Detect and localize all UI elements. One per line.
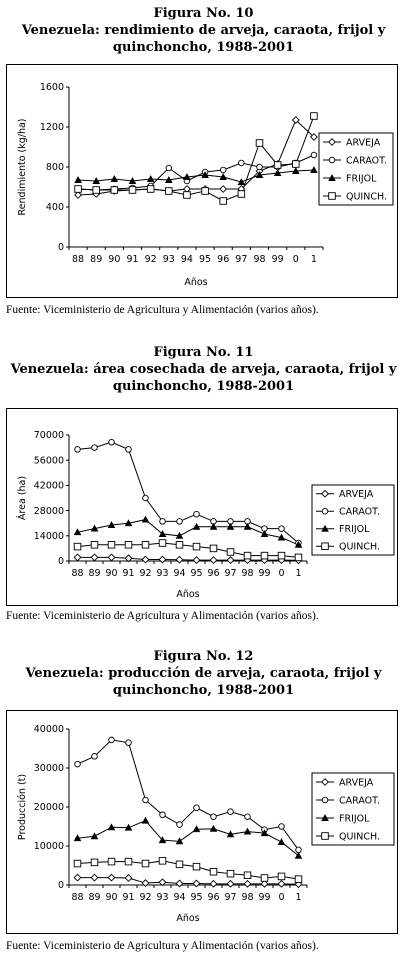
fig12-x-tick-label: 98 bbox=[241, 892, 254, 903]
fig10-x-tick-label: 95 bbox=[199, 254, 212, 265]
fig11-point-caraot bbox=[143, 495, 149, 501]
fig12-x-tick-label: 1 bbox=[295, 892, 302, 903]
fig11-point-frijol bbox=[261, 531, 268, 537]
fig10-point-caraot bbox=[220, 167, 226, 173]
fig12-point-arveja bbox=[74, 874, 81, 881]
fig10-legend-label-caraot: CARAOT. bbox=[346, 155, 387, 167]
fig12-point-arveja bbox=[108, 874, 115, 881]
fig11-x-tick-label: 95 bbox=[190, 568, 203, 579]
fig10-point-quinch bbox=[75, 186, 82, 193]
fig10-x-tick-label: 92 bbox=[144, 254, 157, 265]
fig10-x-tick-label: 96 bbox=[217, 254, 230, 265]
figure-12-title: Figura No. 12 bbox=[153, 649, 254, 664]
fig10-y-tick-label: 1600 bbox=[39, 82, 64, 94]
fig10-point-frijol bbox=[111, 176, 118, 182]
fig10-point-quinch bbox=[202, 188, 209, 195]
fig12-y-tick-label: 20000 bbox=[33, 802, 64, 814]
fig10-point-quinch bbox=[238, 191, 245, 198]
fig12-point-arveja bbox=[244, 881, 251, 888]
fig11-x-tick-label: 99 bbox=[258, 568, 271, 579]
fig11-x-tick-label: 88 bbox=[71, 568, 84, 579]
fig10-point-quinch bbox=[274, 162, 281, 169]
fig12-point-quinch bbox=[227, 870, 234, 877]
fig10-series-line-arveja bbox=[78, 120, 314, 195]
fig10-x-tick-label: 91 bbox=[126, 254, 139, 265]
fig11-y-axis-label: Área (ha) bbox=[17, 475, 28, 521]
fig10-y-axis-label: Rendimiento (kg/ha) bbox=[17, 118, 28, 216]
figure-12-heading bbox=[0, 648, 407, 699]
fig11-point-caraot bbox=[177, 519, 183, 525]
fig11-x-tick-label: 96 bbox=[207, 568, 220, 579]
fig12-legend-label-quinch: QUINCH. bbox=[339, 831, 380, 843]
fig10-point-quinch bbox=[165, 188, 172, 195]
fig12-x-tick-label: 96 bbox=[207, 892, 220, 903]
fig12-point-quinch bbox=[278, 873, 285, 880]
fig10-legend-label-quinch: QUINCH. bbox=[346, 191, 387, 203]
fig10-point-quinch bbox=[292, 161, 299, 168]
figure-11-chart-box bbox=[6, 408, 398, 606]
fig12-point-quinch bbox=[159, 858, 166, 865]
fig11-x-axis-label: Años bbox=[176, 589, 200, 600]
fig11-legend-label-frijol: FRIJOL bbox=[339, 524, 370, 536]
fig11-y-tick-label: 28000 bbox=[33, 505, 64, 517]
fig11-point-caraot bbox=[109, 439, 115, 445]
fig12-point-caraot bbox=[245, 814, 251, 820]
fig12-x-tick-label: 0 bbox=[278, 892, 285, 903]
fig11-point-arveja bbox=[142, 556, 149, 563]
fig10-point-arveja bbox=[220, 186, 227, 193]
fig12-point-caraot bbox=[109, 737, 115, 743]
fig12-point-quinch bbox=[261, 875, 268, 882]
figure-10-title: Figura No. 10 bbox=[153, 6, 254, 21]
fig11-point-quinch bbox=[159, 540, 166, 547]
fig12-point-frijol bbox=[278, 839, 285, 845]
fig11-point-arveja bbox=[91, 554, 98, 561]
fig11-point-quinch bbox=[227, 549, 234, 556]
figure-11-subtitle-line2: quinchoncho, 1988-2001 bbox=[112, 379, 295, 394]
fig10-point-quinch bbox=[220, 198, 227, 205]
fig11-x-tick-label: 93 bbox=[156, 568, 169, 579]
fig11-point-quinch bbox=[295, 554, 302, 561]
fig12-legend-label-frijol: FRIJOL bbox=[339, 813, 370, 825]
fig11-point-caraot bbox=[75, 447, 81, 453]
fig11-point-arveja bbox=[210, 557, 217, 564]
fig12-x-tick-label: 88 bbox=[71, 892, 84, 903]
fig10-x-tick-label: 98 bbox=[253, 254, 266, 265]
fig10-x-tick-label: 88 bbox=[72, 254, 85, 265]
fig12-point-caraot bbox=[279, 824, 285, 830]
fig11-point-quinch bbox=[210, 545, 217, 552]
fig11-x-tick-label: 90 bbox=[105, 568, 118, 579]
fig10-legend-label-arveja: ARVEJA bbox=[346, 137, 381, 149]
fig12-point-arveja bbox=[176, 880, 183, 887]
figure-10-subtitle-line1: Venezuela: rendimiento de arveja, caraota, frijol y bbox=[21, 23, 386, 38]
fig11-x-tick-label: 98 bbox=[241, 568, 254, 579]
figure-12-chart bbox=[7, 711, 399, 935]
figure-10-chart-box bbox=[6, 64, 398, 298]
fig11-point-arveja bbox=[159, 556, 166, 563]
fig12-point-frijol bbox=[91, 833, 98, 839]
fig12-point-arveja bbox=[210, 881, 217, 888]
fig12-x-tick-label: 99 bbox=[258, 892, 271, 903]
fig11-point-arveja bbox=[227, 557, 234, 564]
fig10-legend-marker-caraot bbox=[329, 157, 335, 163]
figure-11-heading bbox=[0, 344, 407, 395]
fig10-y-tick-label: 0 bbox=[57, 242, 64, 254]
fig11-x-tick-label: 0 bbox=[278, 568, 285, 579]
fig11-legend-marker-caraot bbox=[322, 508, 328, 514]
fig10-x-tick-label: 97 bbox=[235, 254, 248, 265]
fig10-x-tick-label: 99 bbox=[271, 254, 284, 265]
fig12-point-quinch bbox=[91, 859, 98, 866]
fig10-point-caraot bbox=[239, 160, 245, 166]
fig11-point-caraot bbox=[279, 526, 285, 532]
figure-11-source: Fuente: Viceministerio de Agricultura y Alimentación (varios años). bbox=[6, 610, 319, 622]
fig11-point-quinch bbox=[261, 552, 268, 559]
fig10-point-caraot bbox=[166, 165, 172, 171]
fig11-point-quinch bbox=[176, 542, 183, 549]
fig12-point-arveja bbox=[125, 875, 132, 882]
fig10-y-tick-label: 400 bbox=[45, 202, 64, 214]
fig10-y-tick-label: 1200 bbox=[39, 122, 64, 134]
fig10-x-tick-label: 94 bbox=[180, 254, 193, 265]
fig12-point-arveja bbox=[227, 881, 234, 888]
fig11-point-arveja bbox=[193, 557, 200, 564]
figure-11-title: Figura No. 11 bbox=[153, 345, 254, 360]
fig11-y-tick-label: 42000 bbox=[33, 480, 64, 492]
fig12-x-tick-label: 94 bbox=[173, 892, 186, 903]
fig11-x-tick-label: 89 bbox=[88, 568, 101, 579]
fig10-point-quinch bbox=[184, 192, 191, 199]
fig11-series-points-caraot bbox=[75, 439, 302, 545]
fig12-point-quinch bbox=[244, 872, 251, 879]
fig10-legend-marker-quinch bbox=[329, 193, 336, 200]
fig11-point-arveja bbox=[176, 556, 183, 563]
fig12-series-points-quinch bbox=[74, 858, 302, 883]
fig12-point-frijol bbox=[244, 828, 251, 834]
fig11-legend-label-arveja: ARVEJA bbox=[339, 489, 374, 501]
fig12-point-caraot bbox=[160, 812, 166, 818]
figure-10-source: Fuente: Viceministerio de Agricultura y Alimentación (varios años). bbox=[6, 304, 319, 316]
fig11-y-tick-label: 14000 bbox=[33, 531, 64, 542]
fig12-x-tick-label: 95 bbox=[190, 892, 203, 903]
fig12-y-axis-label: Producción (t) bbox=[17, 773, 28, 841]
fig10-y-tick-label: 800 bbox=[45, 162, 64, 174]
fig11-x-tick-label: 91 bbox=[122, 568, 135, 579]
fig11-y-tick-label: 70000 bbox=[33, 430, 64, 442]
fig11-point-caraot bbox=[92, 445, 98, 451]
fig11-point-frijol bbox=[142, 516, 149, 522]
fig12-point-caraot bbox=[194, 805, 200, 811]
fig10-point-quinch bbox=[311, 113, 318, 120]
fig12-point-quinch bbox=[295, 876, 302, 883]
fig12-point-quinch bbox=[176, 861, 183, 868]
fig11-legend-label-quinch: QUINCH. bbox=[339, 541, 380, 553]
fig12-point-caraot bbox=[75, 761, 81, 767]
fig12-legend-label-caraot: CARAOT. bbox=[339, 795, 380, 807]
fig10-x-tick-label: 90 bbox=[108, 254, 121, 265]
fig10-point-quinch bbox=[129, 187, 136, 194]
fig12-point-quinch bbox=[142, 860, 149, 867]
fig12-point-frijol bbox=[142, 817, 149, 823]
fig12-point-arveja bbox=[193, 880, 200, 887]
fig11-legend-label-caraot: CARAOT. bbox=[339, 506, 380, 518]
fig10-x-tick-label: 93 bbox=[162, 254, 175, 265]
figure-12-subtitle-line1: Venezuela: producción de arveja, caraota, frijol y bbox=[25, 666, 382, 681]
figure-10-chart bbox=[7, 65, 399, 299]
fig12-point-arveja bbox=[278, 881, 285, 888]
fig12-y-tick-label: 30000 bbox=[33, 763, 64, 775]
fig12-x-axis-label: Años bbox=[176, 913, 200, 924]
fig12-y-tick-label: 10000 bbox=[33, 841, 64, 853]
fig10-x-tick-label: 89 bbox=[90, 254, 103, 265]
fig12-point-caraot bbox=[126, 740, 132, 746]
fig11-point-quinch bbox=[142, 542, 149, 549]
fig12-point-quinch bbox=[108, 858, 115, 865]
fig10-point-caraot bbox=[311, 152, 317, 158]
fig11-point-quinch bbox=[125, 542, 132, 549]
figure-12-subtitle-line2: quinchoncho, 1988-2001 bbox=[112, 683, 295, 698]
fig11-point-quinch bbox=[91, 542, 98, 549]
fig10-point-quinch bbox=[93, 187, 100, 194]
fig12-point-quinch bbox=[125, 858, 132, 865]
fig12-legend-marker-caraot bbox=[322, 797, 328, 803]
fig12-x-tick-label: 89 bbox=[88, 892, 101, 903]
fig12-y-tick-label: 40000 bbox=[33, 724, 64, 736]
fig12-legend-marker-quinch bbox=[322, 833, 329, 840]
fig11-point-quinch bbox=[74, 543, 81, 550]
fig11-legend-marker-quinch bbox=[322, 543, 329, 550]
fig12-legend-label-arveja: ARVEJA bbox=[339, 777, 374, 789]
fig10-point-quinch bbox=[256, 140, 263, 147]
fig11-x-tick-label: 97 bbox=[224, 568, 237, 579]
fig12-point-caraot bbox=[211, 814, 217, 820]
fig11-x-tick-label: 1 bbox=[295, 568, 302, 579]
fig12-point-quinch bbox=[210, 868, 217, 875]
fig12-point-arveja bbox=[91, 874, 98, 881]
fig11-y-tick-label: 56000 bbox=[33, 455, 64, 467]
figure-12-source: Fuente: Viceministerio de Agricultura y Alimentación (varios años). bbox=[6, 940, 319, 952]
fig12-point-caraot bbox=[228, 809, 234, 815]
fig10-x-tick-label: 0 bbox=[292, 254, 299, 265]
fig12-y-tick-label: 0 bbox=[57, 880, 64, 892]
fig12-point-caraot bbox=[143, 797, 149, 803]
fig10-point-quinch bbox=[111, 187, 118, 194]
fig12-point-quinch bbox=[193, 863, 200, 870]
fig11-point-quinch bbox=[244, 552, 251, 559]
fig11-y-tick-label: 0 bbox=[57, 556, 64, 568]
fig10-point-quinch bbox=[147, 186, 154, 193]
fig11-point-caraot bbox=[194, 511, 200, 517]
figure-11-chart bbox=[7, 409, 399, 607]
fig12-x-tick-label: 92 bbox=[139, 892, 152, 903]
fig12-x-tick-label: 91 bbox=[122, 892, 135, 903]
fig12-x-tick-label: 93 bbox=[156, 892, 169, 903]
fig11-point-caraot bbox=[160, 519, 166, 525]
fig12-x-tick-label: 90 bbox=[105, 892, 118, 903]
fig12-point-quinch bbox=[74, 860, 81, 867]
fig10-series-points-quinch bbox=[75, 113, 317, 205]
figure-10-heading bbox=[0, 5, 407, 56]
fig11-point-quinch bbox=[193, 543, 200, 550]
fig12-x-tick-label: 97 bbox=[224, 892, 237, 903]
figure-11-subtitle-line1: Venezuela: área cosechada de arveja, caraota, frijol y bbox=[10, 362, 397, 377]
fig12-point-caraot bbox=[92, 754, 98, 760]
figure-10-subtitle-line2: quinchoncho, 1988-2001 bbox=[112, 40, 295, 55]
fig10-legend-label-frijol: FRIJOL bbox=[346, 173, 377, 185]
fig11-x-tick-label: 94 bbox=[173, 568, 186, 579]
figure-12-chart-box bbox=[6, 710, 398, 934]
fig11-point-quinch bbox=[108, 542, 115, 549]
fig11-point-arveja bbox=[74, 554, 81, 561]
fig11-point-caraot bbox=[126, 447, 132, 453]
fig10-x-tick-label: 1 bbox=[310, 254, 317, 265]
fig11-point-arveja bbox=[108, 554, 115, 561]
fig10-point-caraot bbox=[257, 164, 263, 170]
fig11-x-tick-label: 92 bbox=[139, 568, 152, 579]
fig12-series-points-frijol bbox=[74, 817, 302, 858]
fig12-point-caraot bbox=[177, 822, 183, 828]
fig10-x-axis-label: Años bbox=[184, 277, 208, 288]
fig11-point-quinch bbox=[278, 552, 285, 559]
